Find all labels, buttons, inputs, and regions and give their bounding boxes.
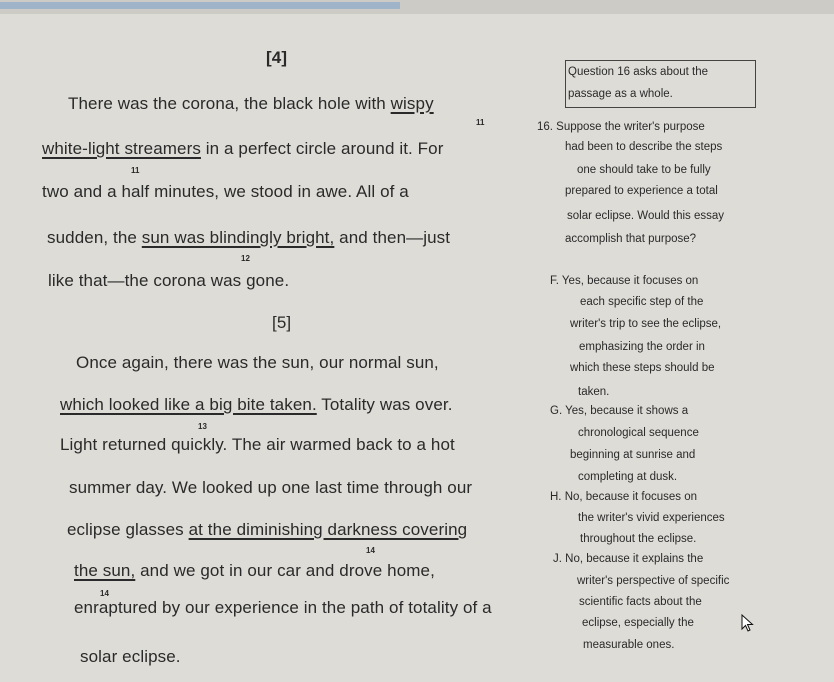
choice-line: measurable ones. [583,639,675,651]
section-5-label: [5] [272,313,292,332]
underlined-phrase-14[interactable]: at the diminishing darkness covering [188,520,468,539]
stem-line: accomplish that purpose? [565,233,697,245]
underlined-phrase-11[interactable]: white-light streamers [42,139,201,158]
choice-line: which these steps should be [570,362,715,374]
passage-line: which looked like a big bite taken. Totality was over. [60,395,453,414]
note-line: passage as a whole. [568,88,673,100]
choice-line: taken. [578,386,610,398]
choice-line: F. Yes, because it focuses on [550,275,699,287]
question-number-11: 11 [131,166,140,175]
stem-line: 16. Suppose the writer's purpose [537,121,705,133]
mouse-pointer-icon [741,614,755,632]
choice-line: throughout the eclipse. [580,533,697,545]
question-note-box [565,60,756,108]
passage-line: two and a half minutes, we stood in awe. All of a [42,182,409,201]
choice-line: writer's trip to see the eclipse, [570,318,722,330]
question-number-12: 12 [241,254,250,263]
stem-line: had been to describe the steps [565,141,723,153]
underlined-phrase-12[interactable]: sun was blindingly bright, [141,228,335,247]
stem-line: prepared to experience a total [565,185,718,197]
question-number-13: 13 [198,422,207,431]
choice-line: J. No, because it explains the [553,553,704,565]
choice-line: the writer's vivid experiences [578,512,725,524]
choice-line: emphasizing the order in [579,341,705,353]
passage-line: There was the corona, the black hole with wispy [68,94,434,113]
choice-line: G. Yes, because it shows a [550,405,689,417]
choice-line: writer's perspective of specific [577,575,730,587]
stem-line: solar eclipse. Would this essay [567,210,725,222]
note-line: Question 16 asks about the [568,66,709,78]
choice-line: completing at dusk. [578,471,678,483]
underlined-phrase-11[interactable]: wispy [390,94,434,113]
question-number-14: 14 [100,589,109,598]
passage-line: Once again, there was the sun, our normal sun, [76,353,439,372]
choice-line: chronological sequence [578,427,699,439]
passage-line: white-light streamers in a perfect circle around it. For [42,139,444,158]
underlined-phrase-14[interactable]: the sun, [74,561,136,580]
underlined-phrase-13[interactable]: which looked like a big bite taken. [60,395,317,414]
choice-line: each specific step of the [580,296,704,308]
passage-line: Light returned quickly. The air warmed back to a hot [60,435,455,454]
passage-line: the sun, and we got in our car and drove home, [74,561,435,580]
passage-line: solar eclipse. [80,647,181,666]
passage-line: enraptured by our experience in the path of totality of a [74,598,492,617]
choice-line: beginning at sunrise and [570,449,696,461]
passage-line: summer day. We looked up one last time through our [69,478,473,497]
stem-line: one should take to be fully [577,164,711,176]
section-4-label: [4] [266,48,288,67]
passage-line: sudden, the sun was blindingly bright, and then—just [47,228,451,247]
question-number-14: 14 [366,546,375,555]
passage-line: eclipse glasses at the diminishing darkness covering [67,520,468,539]
choice-line: eclipse, especially the [582,617,694,629]
choice-line: scientific facts about the [579,596,702,608]
question-number-11: 11 [476,118,485,127]
choice-line: H. No, because it focuses on [550,491,698,503]
passage-line: like that—the corona was gone. [48,271,290,290]
